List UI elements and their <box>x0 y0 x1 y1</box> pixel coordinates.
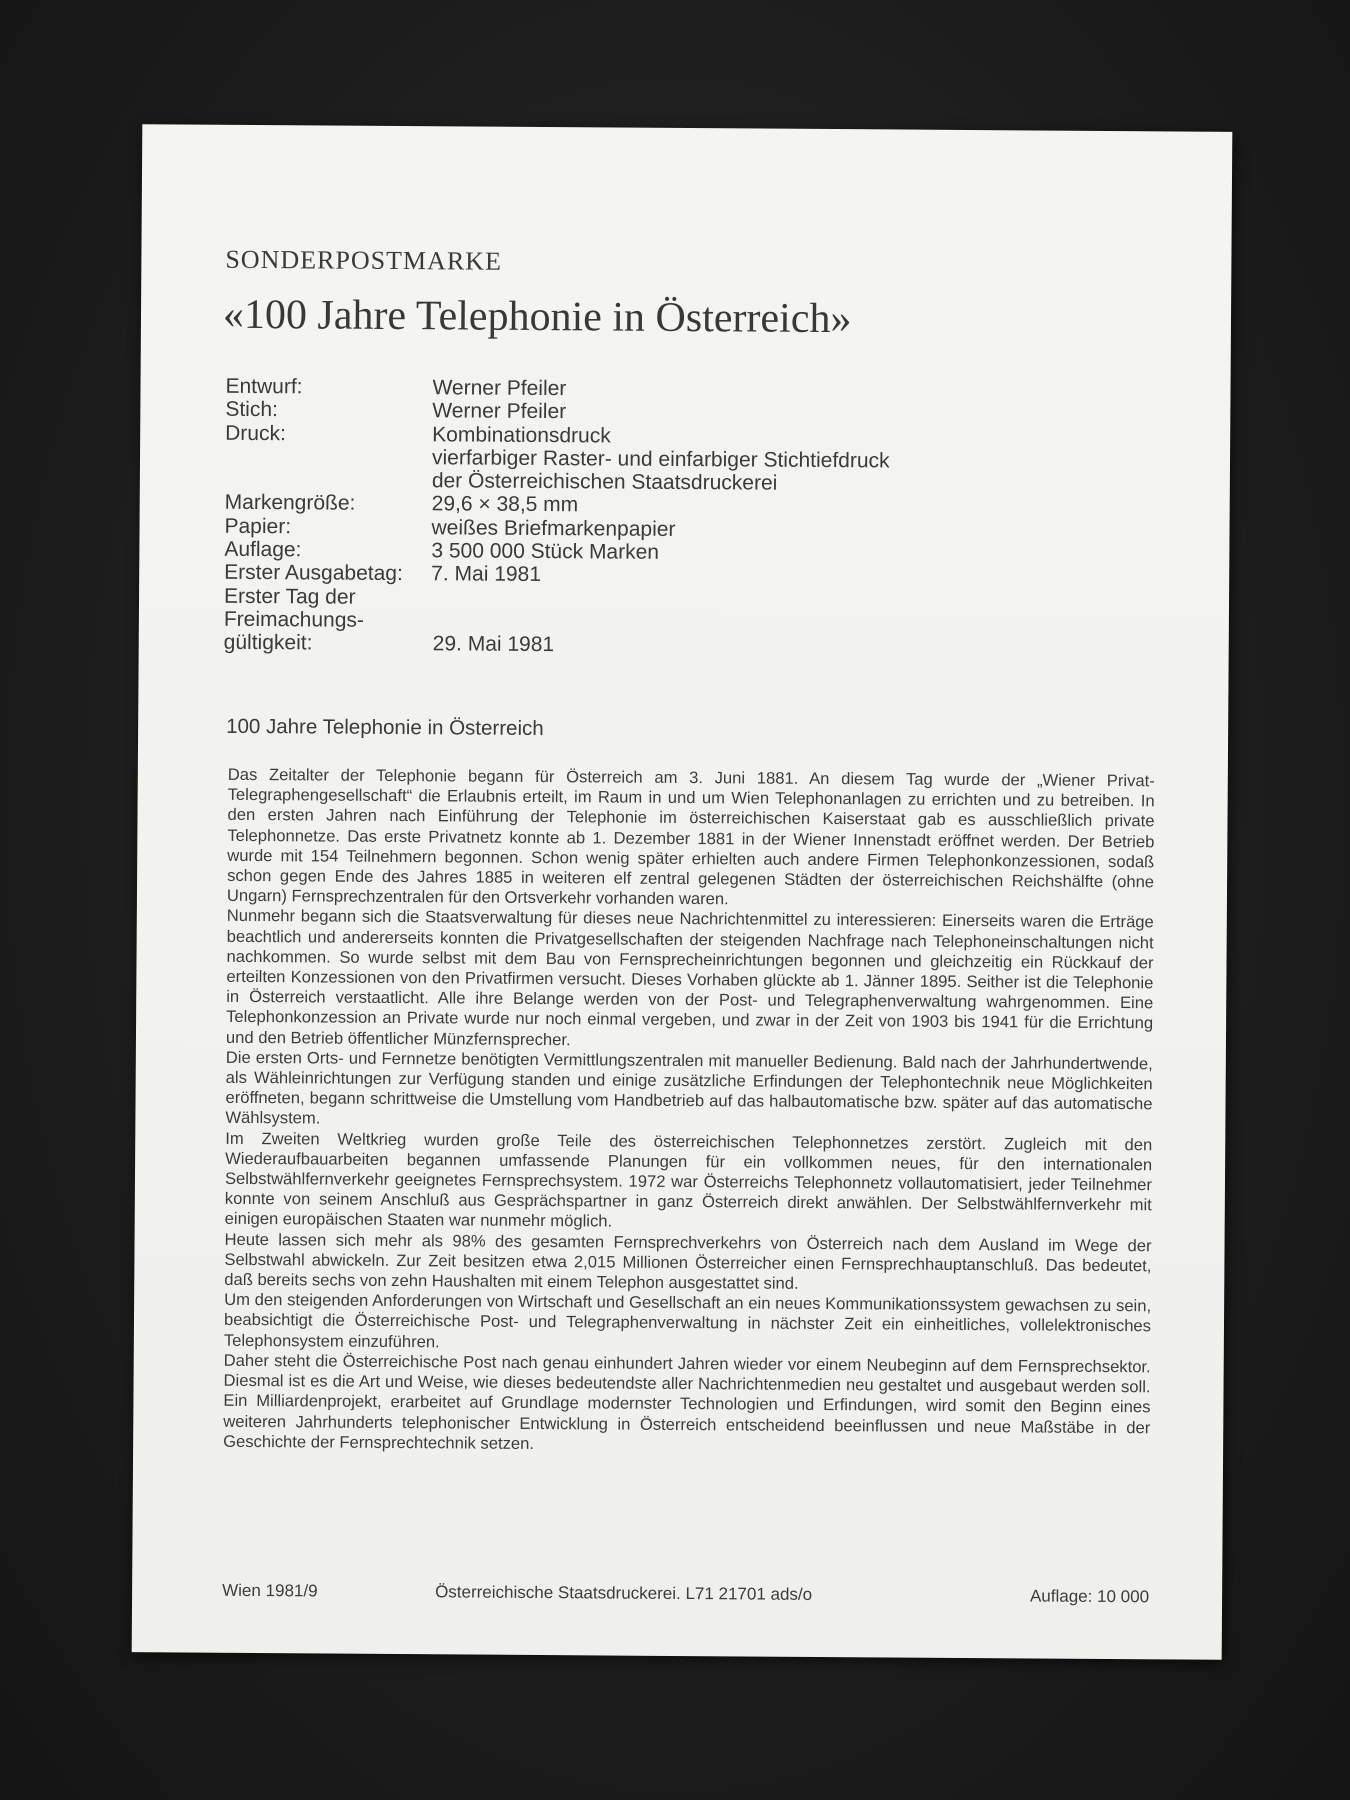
paragraph: Die ersten Orts- und Fernnetze benötigten Vermittlungszentralen mit manueller Bedienung. Bald nach der Jahrhundertwende, als Wähleinrichtungen zur Verfügung standen und einige zusätzliche Erfindungen der Telephontechnik neue Möglichkeiten eröffneten, begann schrittweise die Umstellung vom Handbetrieb auf das halbautomatische bzw. später auf das automatische Wählsystem. <box>225 1047 1153 1128</box>
detail-label: Entwurf: <box>225 374 303 399</box>
detail-value: 3 500 000 Stück Marken <box>431 539 660 564</box>
detail-label: Markengröße: <box>224 491 356 516</box>
paragraph: Um den steigenden Anforderungen von Wirtschaft und Gesellschaft an ein neues Kommunikationssystem gewachsen zu sein, beabsichtigt die Österreichische Post- und Telegraphenverwaltung in nächster Zeit ein einheitliches, vollelektronisches Telephonsystem einzuführen. <box>223 1290 1152 1352</box>
detail-label: Erster Ausgabetag: <box>224 561 403 586</box>
footer <box>222 1580 1150 1607</box>
footer-place-date: Wien 1981/9 <box>222 1580 318 1601</box>
detail-label: Stich: <box>225 398 278 422</box>
paragraph: Daher steht die Österreichische Post nach genau einhundert Jahren wieder vor einem Neubeginn auf dem Fernsprechsektor. Diesmal ist es die Art und Weise, wie dieses bedeutendste aller Nachrichtenmedien neu gestaltet und ausgebaut werden soll. Ein Milliardenprojekt, erarbeitet auf Grundlage modernster Technologien und Erfindungen, wird somit den Beginn eines weiteren Jahrhunderts telephonischer Entwicklung in Österreich entscheidend beeinflussen und neue Maßstäbe in der Geschichte der Fernsprechtechnik setzen. <box>223 1350 1151 1453</box>
detail-label: Papier: <box>224 514 292 539</box>
detail-value: 29. Mai 1981 <box>432 585 555 657</box>
paragraph: Im Zweiten Weltkrieg wurden große Teile des österreichischen Telephonnetzes zerstört. Zugleich mit den Wiederaufbauarbeiten begannen umfassende Planungen für ein vollkommen neues, für den internationalen Selbstwählfernverkehr geeignetes Fernsprechsystem. 1972 war Österreichs Telephonnetz vollautomatisiert, jeder Teilnehmer konnte von seinem Anschluß aus Gesprächspartner in ganz Österreich direkt anwählen. Der Selbstwählfernverkehr mit einigen europäischen Staaten war nunmehr möglich. <box>224 1128 1153 1231</box>
paragraph: Heute lassen sich mehr als 98% des gesamten Fernsprechverkehrs von Österreich nach dem Ausland im Wege der Selbstwahl abwickeln. Zur Zeit besitzen etwa 2,015 Millionen Österreicher einen Fernsprechhauptanschluß. Das bedeutet, daß bereits sechs von zehn Haushalten mit einem Telephon ausgestattet sind. <box>224 1229 1152 1293</box>
heading-kicker: SONDERPOSTMARKE <box>225 244 503 276</box>
detail-value: 29,6 × 38,5 mm <box>431 492 579 517</box>
detail-value: weißes Briefmarkenpapier <box>431 516 676 541</box>
stamp-details <box>224 375 890 659</box>
detail-value: Werner Pfeiler <box>432 399 567 424</box>
detail-value: Werner Pfeiler <box>432 376 567 401</box>
footer-edition: Auflage: 10 000 <box>1029 1586 1150 1607</box>
document-card <box>132 124 1233 1660</box>
detail-label: Auflage: <box>224 537 302 562</box>
section-title: 100 Jahre Telephonie in Österreich <box>226 714 544 741</box>
detail-value: 7. Mai 1981 <box>431 562 542 587</box>
detail-row-printing <box>225 421 890 496</box>
detail-row-validity <box>224 584 889 659</box>
footer-printer: Österreichische Staatsdruckerei. L71 21701 ads/o <box>435 1582 813 1604</box>
detail-label: Erster Tag der Freimachungs- gültigkeit: <box>223 584 365 655</box>
article-body <box>223 765 1155 1458</box>
detail-label: Druck: <box>225 421 286 445</box>
paragraph: Das Zeitalter der Telephonie begann für Österreich am 3. Juni 1881. An diesem Tag wurde der „Wiener Privat-Telegraphengesellschaft“ die Erlaubnis erteilt, im Raum in und um Wien Telephonanlagen zu errichten und zu betreiben. In den ersten Jahren nach Einführung der Telephonie im österreichischen Kaiserstaat gab es ausschließlich private Telephonnetze. Das erste Privatnetz konnte ab 1. Dezember 1881 in der Wiener Innenstadt eröffnet werden. Der Betrieb wurde mit 154 Teilnehmern begonnen. Schon wenig später erhielten auch andere Firmen Telephonkonzessionen, sodaß schon gegen Ende des Jahres 1885 in weiteren elf zentral gelegenen Städten der österreichischen Reichshälfte (ohne Ungarn) Fernsprechzentralen für den Ortsverkehr vorhanden waren. <box>226 764 1155 909</box>
detail-value: Kombinationsdruck vierfarbiger Raster- und einfarbiger Stichtiefdruck der Österreichischen Staatsdruckerei <box>431 422 890 495</box>
paragraph: Nunmehr begann sich die Staatsverwaltung für dieses neue Nachrichtenmittel zu interessieren: Einerseits waren die Erträge beachtlich und andererseits konnten die Privatgesellschaften der steigenden Nachfrage nach Telephoneinschaltungen nicht nachkommen. So wurde selbst mit dem Bau von Fernsprecheinrichtungen begonnen und gleichzeitig ein Rückkauf der erteilten Konzessionen von den Privatfirmen versucht. Dieses Vorhaben glückte ab 1. Jänner 1895. Seither ist die Telephonie in Österreich verstaatlicht. Alle ihre Belange werden von der Post- und Telegraphenverwaltung wahrgenommen. Eine Telephonkonzession an Private wurde nur noch einmal vergeben, und zwar in der Zeit von 1903 bis 1941 für die Errichtung und den Betrieb öffentlicher Münzfernsprecher. <box>225 906 1154 1049</box>
page-title: «100 Jahre Telephonie in Österreich» <box>222 291 852 343</box>
